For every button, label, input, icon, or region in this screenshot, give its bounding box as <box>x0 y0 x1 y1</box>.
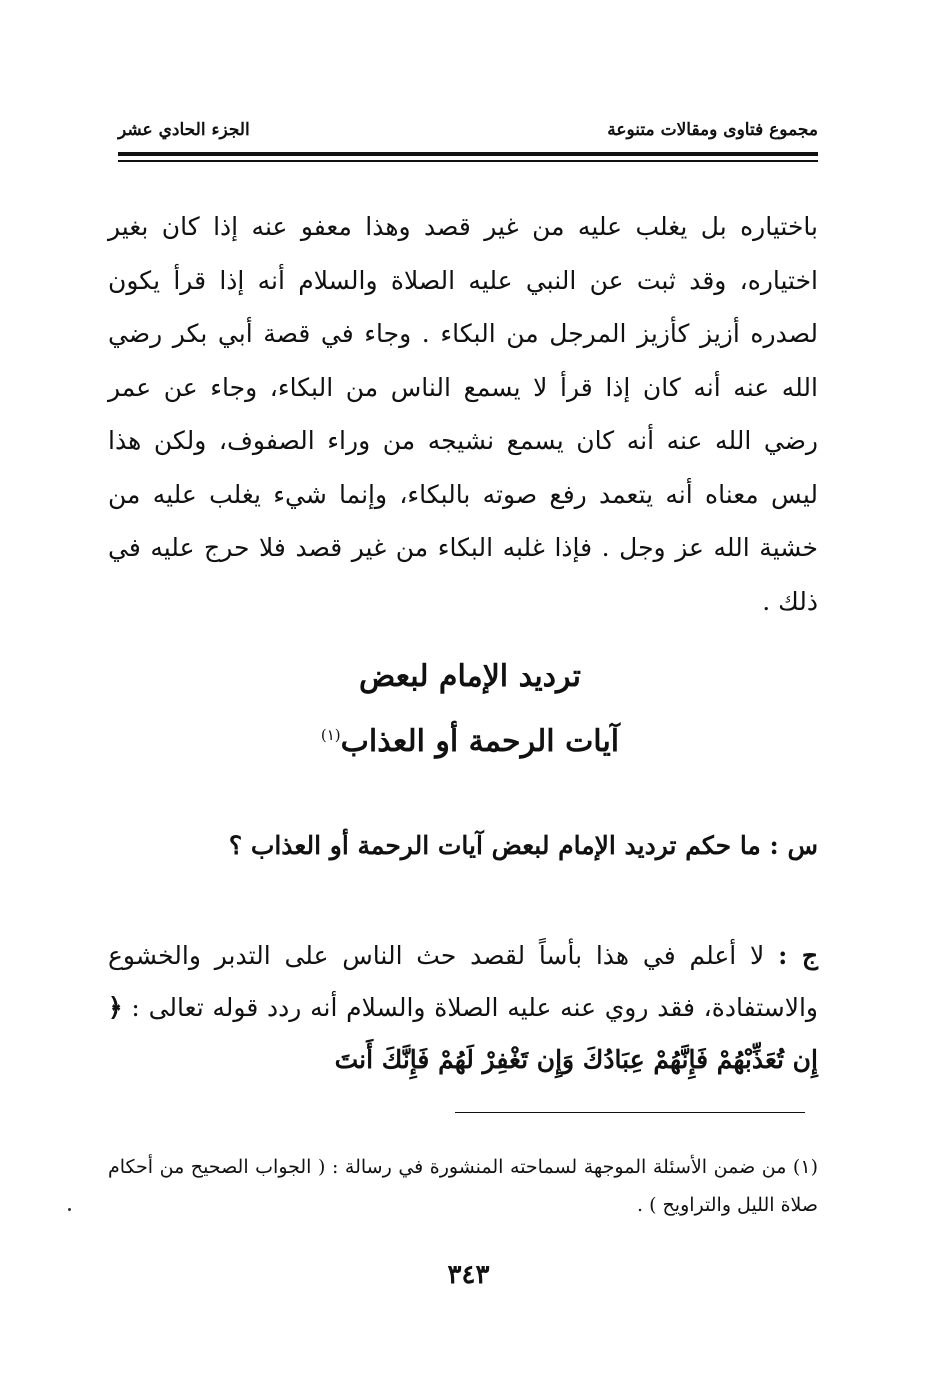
page-number: ٣٤٣ <box>447 1260 490 1290</box>
header-rule-thin <box>118 160 818 162</box>
header-rule-thick <box>118 152 818 156</box>
footnote-reference: (١) <box>320 726 341 744</box>
running-header <box>118 120 818 150</box>
footnote-separator <box>455 1112 805 1113</box>
scan-speck <box>68 1208 71 1211</box>
question-block <box>108 820 818 872</box>
footnote: (١) من ضمن الأسئلة الموجهة لسماحته المنشورة في رسالة : ( الجواب الصحيح من أحكام صلاة الليل والتراويح ) . <box>108 1156 818 1216</box>
volume-title: الجزء الحادي عشر <box>118 120 250 140</box>
section-heading-line-1: ترديد الإمام لبعض <box>359 659 581 694</box>
question-text: ما حكم ترديد الإمام لبعض آيات الرحمة أو العذاب ؟ <box>228 831 761 860</box>
section-heading-line-2-text: آيات الرحمة أو العذاب <box>340 724 620 759</box>
quran-verse: ﴿ إِن تُعَذِّبْهُمْ فَإِنَّهُمْ عِبَادُكَ وَإِن تَغْفِرْ لَهُمْ فَإِنَّكَ أَنتَ <box>108 993 818 1074</box>
question-marker: س : <box>769 831 818 860</box>
answer-text: لا أعلم في هذا بأساً لقصد حث الناس على التدبر والخشوع والاستفادة، فقد روي عنه عليه الصلاة والسلام أنه ردد قوله تعالى : <box>108 941 818 1022</box>
section-heading-line-2 <box>160 706 780 771</box>
book-title: مجموع فتاوى ومقالات متنوعة <box>607 120 818 140</box>
answer-block <box>108 930 818 1086</box>
section-heading <box>160 648 780 771</box>
answer-marker: ج : <box>778 941 819 970</box>
body-paragraph: باختياره بل يغلب عليه من غير قصد وهذا معفو عنه إذا كان بغير اختياره، وقد ثبت عن النبي عليه الصلاة والسلام أنه إذا قرأ يكون لصدره أزيز كأزيز المرجل من البكاء . وجاء في قصة أبي بكر رضي الله عنه أنه كان إذا قرأ لا يسمع الناس من البكاء، وجاء عن عمر رضي الله عنه أنه كان يسمع نشيجه من وراء الصفوف، ولكن هذا ليس معناه أنه يتعمد رفع صوته بالبكاء، وإنما شيء يغلب عليه من خشية الله عز وجل . فإذا غلبه البكاء من غير قصد فلا حرج عليه في ذلك . <box>108 212 818 616</box>
